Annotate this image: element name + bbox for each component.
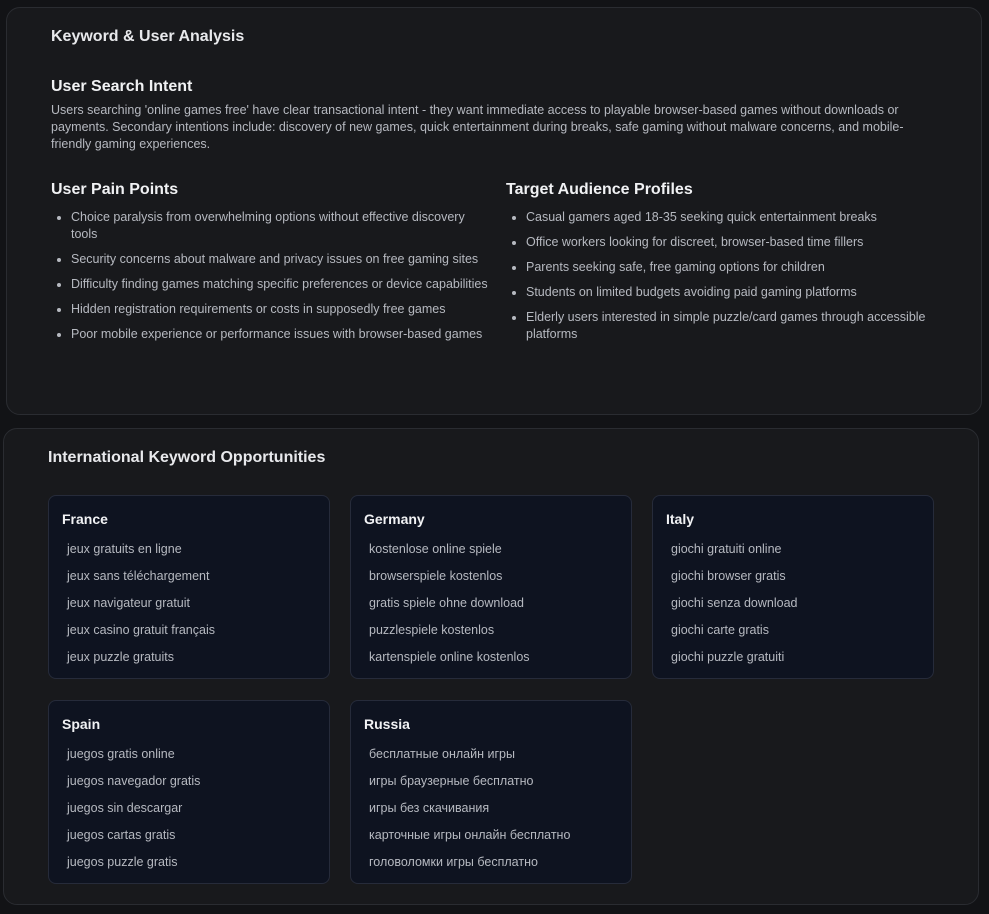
pain-points-heading: User Pain Points <box>51 181 179 198</box>
list-item: • Poor mobile experience or performance issues with browser-based games <box>71 326 491 343</box>
keyword-item: juegos puzzle gratis <box>67 855 178 869</box>
list-item: • Parents seeking safe, free gaming options for children <box>526 259 966 276</box>
keyword-item: juegos cartas gratis <box>67 828 176 842</box>
country-card-germany <box>350 495 632 679</box>
country-card-russia <box>350 700 632 884</box>
keyword-item: игры браузерные бесплатно <box>369 774 534 788</box>
list-item: • Choice paralysis from overwhelming options without effective discovery tools <box>71 209 491 243</box>
country-name: Germany <box>364 511 425 527</box>
keyword-item: kartenspiele online kostenlos <box>369 650 530 664</box>
country-card-italy <box>652 495 934 679</box>
international-keywords-panel <box>3 428 979 905</box>
keyword-item: jeux navigateur gratuit <box>67 596 190 610</box>
keyword-item: jeux gratuits en ligne <box>67 542 182 556</box>
list-item: • Hidden registration requirements or costs in supposedly free games <box>71 301 491 318</box>
country-card-spain <box>48 700 330 884</box>
keyword-user-analysis-panel <box>6 7 982 415</box>
keyword-list <box>671 541 797 676</box>
keyword-item: juegos gratis online <box>67 747 175 761</box>
search-intent-text: Users searching 'online games free' have clear transactional intent - they want immediate access to playable browser-based games without downloads or payments. Secondary intentions include: discovery of new games, quick entertainment during breaks, safe gaming without malware concerns, and mobile-friendly gaming experiences. <box>51 103 904 151</box>
keyword-item: бесплатные онлайн игры <box>369 747 515 761</box>
keyword-item: browserspiele kostenlos <box>369 569 503 583</box>
keyword-item: juegos sin descargar <box>67 801 183 815</box>
list-item: • Elderly users interested in simple puzzle/card games through accessible platforms <box>526 309 966 343</box>
keyword-item: giochi gratuiti online <box>671 542 782 556</box>
keyword-item: giochi puzzle gratuiti <box>671 650 785 664</box>
pain-points-list <box>51 209 491 351</box>
keyword-item: игры без скачивания <box>369 801 490 815</box>
country-name: Italy <box>666 511 695 527</box>
keyword-list <box>67 541 215 676</box>
keyword-item: giochi senza download <box>671 596 798 610</box>
keyword-list <box>369 541 530 676</box>
country-card-france <box>48 495 330 679</box>
keyword-item: giochi carte gratis <box>671 623 769 637</box>
country-name: France <box>62 511 108 527</box>
list-item: • Casual gamers aged 18-35 seeking quick entertainment breaks <box>526 209 966 226</box>
keyword-item: jeux sans téléchargement <box>67 569 210 583</box>
list-item: • Office workers looking for discreet, browser-based time fillers <box>526 234 966 251</box>
audience-profiles-list <box>506 209 966 351</box>
keyword-item: gratis spiele ohne download <box>369 596 524 610</box>
keyword-item: kostenlose online spiele <box>369 542 502 556</box>
audience-profiles-heading: Target Audience Profiles <box>506 181 693 198</box>
country-name: Russia <box>364 716 410 732</box>
list-item: • Security concerns about malware and privacy issues on free gaming sites <box>71 251 491 268</box>
keyword-item: jeux casino gratuit français <box>67 623 215 637</box>
list-item: • Difficulty finding games matching specific preferences or device capabilities <box>71 276 491 293</box>
list-item: • Students on limited budgets avoiding paid gaming platforms <box>526 284 966 301</box>
keyword-list <box>67 746 200 881</box>
keyword-list <box>369 746 570 881</box>
country-name: Spain <box>62 716 101 732</box>
panel-title: International Keyword Opportunities <box>48 449 326 466</box>
keyword-item: juegos navegador gratis <box>67 774 201 788</box>
search-intent-heading: User Search Intent <box>51 78 193 95</box>
panel-title: Keyword & User Analysis <box>51 28 245 45</box>
keyword-item: головоломки игры бесплатно <box>369 855 538 869</box>
keyword-item: jeux puzzle gratuits <box>67 650 175 664</box>
keyword-item: карточные игры онлайн бесплатно <box>369 828 571 842</box>
keyword-item: giochi browser gratis <box>671 569 786 583</box>
keyword-item: puzzlespiele kostenlos <box>369 623 495 637</box>
